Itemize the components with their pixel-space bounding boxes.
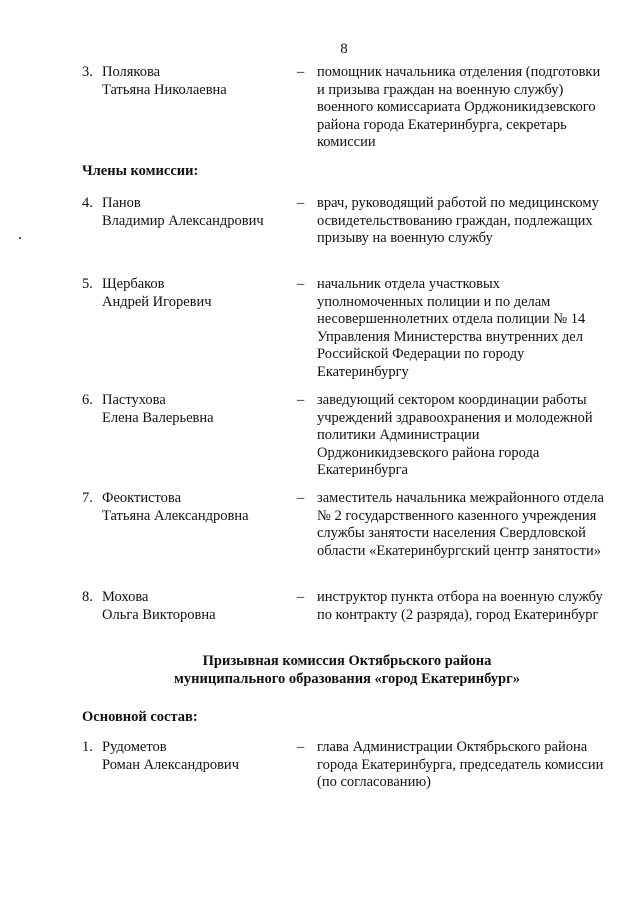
entry-surname: Панов [102, 195, 141, 211]
entry-role: заведующий сектором координации работы учреждений здравоохранения и молодежной политики Администрации Орджоникидзевского района города Екатеринбурга [317, 392, 593, 478]
commission-title-line-1: Призывная комиссия Октябрьского района [202, 653, 492, 669]
entry-person-name [102, 392, 287, 427]
entry-given-name: Роман Александрович [102, 756, 239, 773]
scan-speck [19, 237, 21, 239]
entry-person-name [102, 64, 287, 99]
entry-dash: – [297, 392, 305, 408]
entry-person-name [102, 739, 287, 774]
entry-number: 3. [82, 64, 93, 80]
entry-given-name: Ольга Викторовна [102, 606, 216, 623]
entry-surname: Рудометов [102, 739, 167, 755]
entry-given-name: Владимир Александрович [102, 212, 264, 229]
entry-role: врач, руководящий работой по медицинскому освидетельствованию граждан, подлежащих призыву на военную службу [317, 195, 599, 246]
entry-given-name: Андрей Игоревич [102, 293, 212, 310]
entry-dash: – [297, 739, 305, 755]
entry-surname: Мохова [102, 589, 149, 605]
commission-title-line-2: муниципального образования «город Екатеринбург» [174, 670, 520, 687]
entry-dash: – [297, 589, 305, 605]
entry-role: начальник отдела участковых уполномоченных полиции и по делам несовершеннолетних отдела полиции № 14 Управления Министерства внутренних дел Российской Федерации по городу Екатеринбургу [317, 276, 586, 380]
entry-role: заместитель начальника межрайонного отдела № 2 государственного казенного учреждения службы занятости населения Свердловской области «Екатеринбургский центр занятости» [317, 490, 604, 559]
entry-dash: – [297, 64, 305, 80]
entry-dash: – [297, 490, 305, 506]
entry-number: 1. [82, 739, 93, 755]
entry-given-name: Татьяна Николаевна [102, 81, 227, 98]
entry-person-name [102, 195, 287, 230]
members-heading: Члены комиссии: [82, 163, 199, 179]
entry-given-name: Елена Валерьевна [102, 409, 214, 426]
entry-number: 6. [82, 392, 93, 408]
page-number: 8 [340, 41, 348, 57]
entry-person-name [102, 490, 287, 525]
entry-number: 7. [82, 490, 93, 506]
main-composition-heading: Основной состав: [82, 709, 198, 725]
entry-given-name: Татьяна Александровна [102, 507, 249, 524]
entry-surname: Пастухова [102, 392, 166, 408]
entry-number: 4. [82, 195, 93, 211]
entry-number: 8. [82, 589, 93, 605]
entry-person-name [102, 276, 287, 311]
entry-surname: Феоктистова [102, 490, 182, 506]
entry-role: инструктор пункта отбора на военную службу по контракту (2 разряда), город Екатеринбург [317, 589, 603, 623]
entry-person-name [102, 589, 287, 624]
entry-number: 5. [82, 276, 93, 292]
entry-dash: – [297, 276, 305, 292]
entry-surname: Щербаков [102, 276, 165, 292]
commission-title [82, 653, 612, 688]
entry-surname: Полякова [102, 64, 161, 80]
entry-role: глава Администрации Октябрьского района города Екатеринбурга, председатель комиссии (по согласованию) [317, 739, 604, 790]
entry-role: помощник начальника отделения (подготовки и призыва граждан на военную службу) военного комиссариата Орджоникидзевского района города Екатеринбурга, секретарь комиссии [317, 64, 601, 150]
entry-dash: – [297, 195, 305, 211]
